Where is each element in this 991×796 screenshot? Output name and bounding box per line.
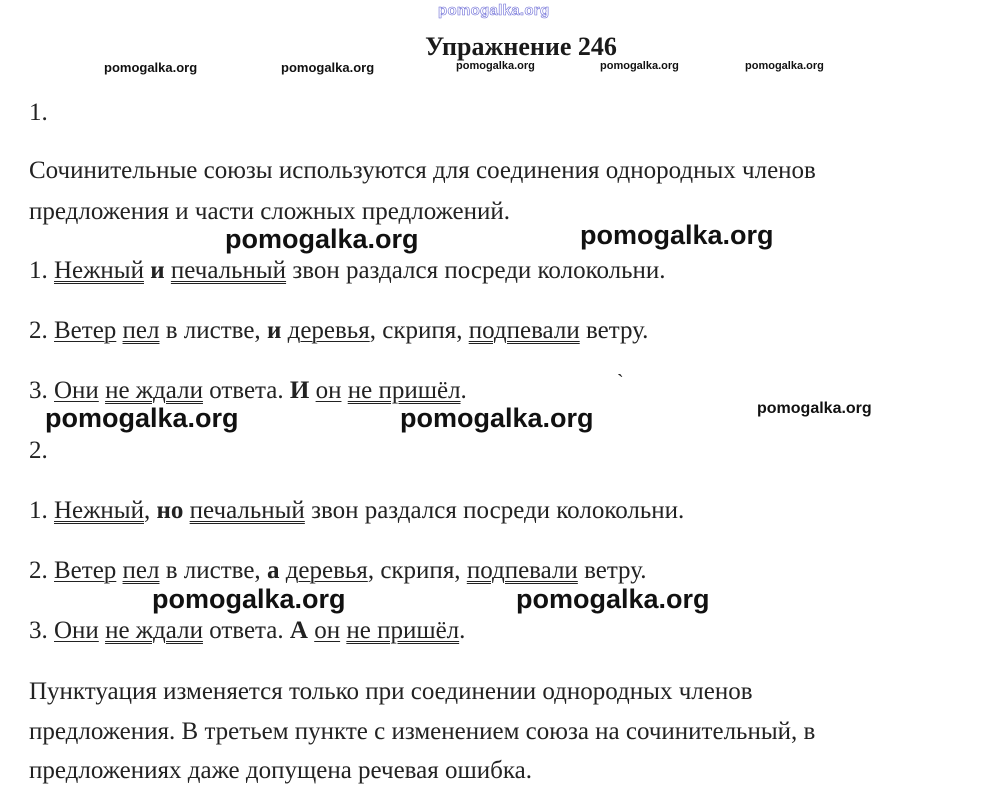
sentence-1-1 bbox=[29, 258, 666, 283]
sentence-number: 1. bbox=[29, 257, 48, 284]
predicate: подпевали bbox=[468, 317, 580, 344]
conjunction: И bbox=[289, 377, 310, 404]
watermark-large: pomogalka.org bbox=[400, 403, 594, 433]
sentence-text: в листве, bbox=[165, 317, 261, 344]
watermark-large: pomogalka.org bbox=[152, 584, 346, 614]
page-title: Упражнение 246 bbox=[425, 32, 617, 61]
stray-mark: ` bbox=[617, 371, 624, 393]
adjective: Нежный bbox=[54, 497, 144, 524]
sentence-number: 2. bbox=[29, 317, 48, 344]
sentence-1-3 bbox=[29, 378, 467, 403]
watermark-small: pomogalka.org bbox=[104, 60, 198, 75]
conjunction: но bbox=[156, 497, 184, 524]
watermark-large: pomogalka.org bbox=[45, 403, 239, 433]
watermark-small: pomogalka.org bbox=[456, 60, 535, 72]
subject: Ветер bbox=[54, 317, 117, 344]
sentence-rest: ветру. bbox=[585, 317, 649, 344]
subject: он bbox=[314, 617, 341, 644]
predicate: не пришёл bbox=[347, 377, 461, 404]
sentence-text: , скрипя, bbox=[369, 317, 463, 344]
predicate: подпевали bbox=[466, 557, 578, 584]
sentence-end: . bbox=[460, 377, 467, 404]
sentence-number: 3. bbox=[29, 617, 48, 644]
sentence-number: 1. bbox=[29, 497, 48, 524]
watermark-large: pomogalka.org bbox=[580, 220, 774, 250]
sentence-number: 3. bbox=[29, 377, 48, 404]
sentence-rest: звон раздался посреди колокольни. bbox=[292, 257, 666, 284]
sentence-2-2 bbox=[29, 558, 646, 583]
sentence-rest: звон раздался посреди колокольни. bbox=[311, 497, 685, 524]
sentence-2-3 bbox=[29, 618, 465, 643]
adjective: Нежный bbox=[54, 257, 144, 284]
conjunction: и bbox=[150, 257, 165, 284]
subject: Они bbox=[54, 617, 99, 644]
sentence-2-1 bbox=[29, 498, 684, 523]
watermark-small: pomogalka.org bbox=[757, 400, 872, 417]
watermark-small: pomogalka.org bbox=[600, 60, 679, 72]
predicate: не ждали bbox=[105, 617, 203, 644]
watermark-small: pomogalka.org bbox=[745, 60, 824, 72]
subject: Они bbox=[54, 377, 99, 404]
conclusion-line: Пунктуация изменяется только при соединении однородных членов bbox=[29, 678, 753, 705]
subject: деревья bbox=[285, 557, 368, 584]
conjunction: А bbox=[289, 617, 308, 644]
predicate: не пришёл bbox=[346, 617, 460, 644]
sentence-text: ответа. bbox=[209, 617, 284, 644]
adjective: печальный bbox=[170, 257, 287, 284]
predicate: не ждали bbox=[105, 377, 203, 404]
subject: он bbox=[315, 377, 342, 404]
conjunction: а bbox=[266, 557, 280, 584]
section-number: 2. bbox=[29, 437, 48, 464]
predicate: пел bbox=[122, 557, 160, 584]
sentence-1-2 bbox=[29, 318, 648, 343]
watermark-top: pomogalka.org bbox=[438, 2, 550, 19]
conjunction: и bbox=[266, 317, 282, 344]
sentence-rest: ветру. bbox=[584, 557, 647, 584]
sentence-text: , bbox=[143, 497, 151, 524]
intro-line: Сочинительные союзы используются для соединения однородных членов bbox=[29, 157, 816, 184]
sentence-text: в листве, bbox=[165, 557, 261, 584]
conclusion-line: предложениях даже допущена речевая ошибка. bbox=[29, 757, 532, 784]
subject: Ветер bbox=[54, 557, 117, 584]
adjective: печальный bbox=[189, 497, 305, 524]
intro-line: предложения и части сложных предложений. bbox=[29, 198, 511, 225]
subject: деревья bbox=[287, 317, 370, 344]
watermark-large: pomogalka.org bbox=[225, 224, 419, 254]
sentence-text: ответа. bbox=[209, 377, 284, 404]
watermark-large: pomogalka.org bbox=[516, 584, 710, 614]
section-number: 1. bbox=[29, 99, 48, 126]
sentence-number: 2. bbox=[29, 557, 48, 584]
watermark-small: pomogalka.org bbox=[281, 60, 375, 75]
predicate: пел bbox=[122, 317, 160, 344]
sentence-end: . bbox=[459, 617, 466, 644]
sentence-text: , скрипя, bbox=[367, 557, 461, 584]
conclusion-line: предложения. В третьем пункте с изменением союза на сочинительный, в bbox=[29, 718, 816, 745]
